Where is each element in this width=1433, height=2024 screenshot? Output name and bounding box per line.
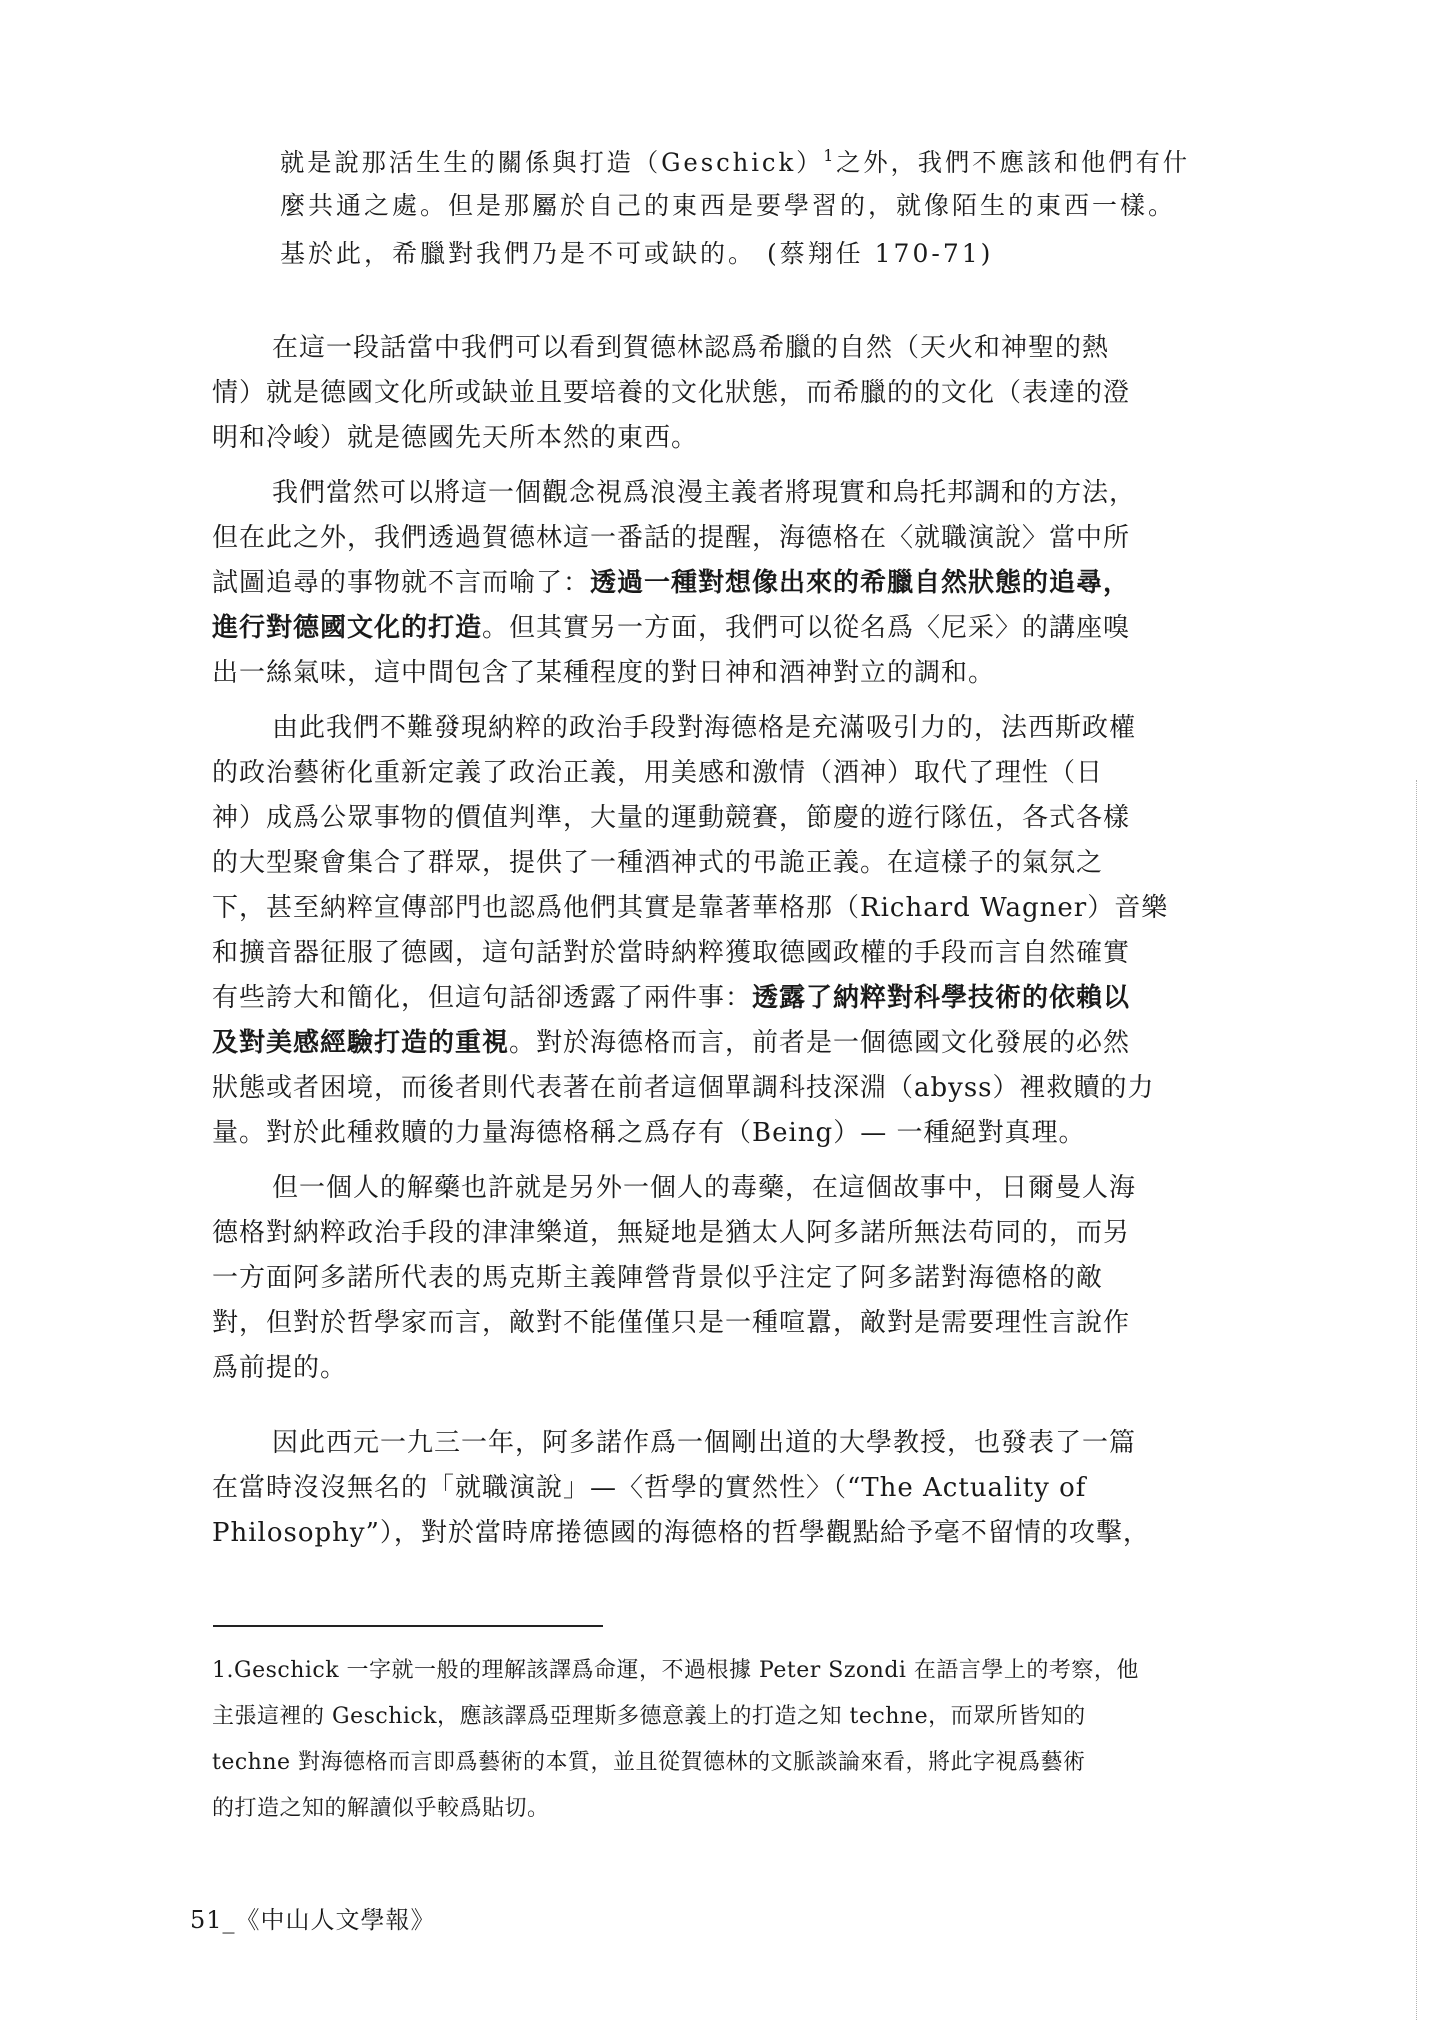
- p4-line-4: 對，但對於哲學家而言，敵對不能僅僅只是一種喧囂，敵對是需要理性言說作: [212, 1308, 1131, 1338]
- page-footer: 51_《中山人文學報》: [190, 1906, 436, 1934]
- p3-line-8: 及對美感經驗打造的重視。對於海德格而言，前者是一個德國文化發展的必然: [212, 1028, 1131, 1058]
- p3-line-2: 的政治藝術化重新定義了政治正義，用美感和激情（酒神）取代了理性（日: [212, 758, 1104, 788]
- p3-line-1: 由此我們不難發現納粹的政治手段對海德格是充滿吸引力的，法西斯政權: [272, 713, 1137, 743]
- p4-line-5: 爲前提的。: [212, 1353, 348, 1383]
- emphasis-text: 及對美感經驗打造的重視: [212, 1028, 510, 1058]
- quote-line-2: 麼共通之處。但是那屬於自己的東西是要學習的，就像陌生的東西一樣。: [280, 191, 1177, 220]
- p3-line-9: 狀態或者困境，而後者則代表著在前者這個單調科技深淵（abyss）裡救贖的力: [212, 1073, 1155, 1103]
- footnote-line-3: techne 對海德格而言即爲藝術的本質，並且從賀德林的文脈談論來看，將此字視爲藝術: [212, 1750, 1086, 1775]
- quote-line-3: 基於此，希臘對我們乃是不可或缺的。 (蔡翔任 170-71): [280, 239, 994, 268]
- p4-line-2: 德格對納粹政治手段的津津樂道，無疑地是猶太人阿多諾所無法苟同的，而另: [212, 1218, 1131, 1248]
- p3-line-10: 量。對於此種救贖的力量海德格稱之爲存有（Being）— 一種絕對真理。: [212, 1118, 1086, 1148]
- p1-line-2: 情）就是德國文化所或缺並且要培養的文化狀態，而希臘的的文化（表達的澄: [212, 378, 1131, 408]
- p4-line-1: 但一個人的解藥也許就是另外一個人的毒藥，在這個故事中，日爾曼人海: [272, 1173, 1137, 1203]
- p3-line-7: 有些誇大和簡化，但這句話卻透露了兩件事：透露了納粹對科學技術的依賴以: [212, 983, 1131, 1013]
- emphasis-text: 透過一種對想像出來的希臘自然狀態的追尋，: [590, 568, 1131, 598]
- p3-line-4: 的大型聚會集合了群眾，提供了一種酒神式的弔詭正義。在這樣子的氣氛之: [212, 848, 1104, 878]
- footnote-marker: 1: [823, 146, 837, 165]
- footnote-line-4: 的打造之知的解讀似乎較爲貼切。: [212, 1796, 550, 1821]
- p5-line-2: 在當時沒沒無名的「就職演說」—〈哲學的實然性〉（“The Actuality of: [212, 1473, 1087, 1503]
- quote-line-1: 就是說那活生生的關係與打造（Geschick）$^1$之外，我們不應該和他們有什: [280, 146, 1191, 177]
- p3-line-3: 神）成爲公眾事物的價值判準，大量的運動競賽，節慶的遊行隊伍，各式各樣: [212, 803, 1131, 833]
- scan-edge-line: [1416, 780, 1418, 2020]
- emphasis-text: 透露了納粹對科學技術的依賴以: [752, 983, 1131, 1013]
- emphasis-text: 進行對德國文化的打造: [212, 613, 483, 643]
- p2-line-4: 進行對德國文化的打造。但其實另一方面，我們可以從名爲〈尼采〉的講座嗅: [212, 613, 1131, 643]
- p5-line-3: Philosophy”），對於當時席捲德國的海德格的哲學觀點給予毫不留情的攻擊，: [212, 1518, 1150, 1548]
- p3-line-6: 和擴音器征服了德國，這句話對於當時納粹獲取德國政權的手段而言自然確實: [212, 938, 1131, 968]
- p4-line-3: 一方面阿多諾所代表的馬克斯主義陣營背景似乎注定了阿多諾對海德格的敵: [212, 1263, 1104, 1293]
- footnote-line-1: 1.Geschick 一字就一般的理解該譯爲命運，不過根據 Peter Szondi 在語言學上的考察，他: [212, 1658, 1139, 1683]
- p1-line-3: 明和冷峻）就是德國先天所本然的東西。: [212, 423, 699, 453]
- footnote-line-2: 主張這裡的 Geschick，應該譯爲亞理斯多德意義上的打造之知 techne，而眾所皆知的: [212, 1704, 1086, 1729]
- p3-line-5: 下，甚至納粹宣傳部門也認爲他們其實是靠著華格那（Richard Wagner）音樂: [212, 893, 1169, 923]
- p2-line-2: 但在此之外，我們透過賀德林這一番話的提醒，海德格在〈就職演說〉當中所: [212, 523, 1131, 553]
- p2-line-3: 試圖追尋的事物就不言而喻了：透過一種對想像出來的希臘自然狀態的追尋，: [212, 568, 1131, 598]
- footnote-divider: [213, 1625, 603, 1627]
- p2-line-1: 我們當然可以將這一個觀念視爲浪漫主義者將現實和烏托邦調和的方法，: [272, 478, 1137, 508]
- p2-line-5: 出一絲氣味，這中間包含了某種程度的對日神和酒神對立的調和。: [212, 658, 996, 688]
- p1-line-1: 在這一段話當中我們可以看到賀德林認爲希臘的自然（天火和神聖的熱: [272, 333, 1110, 363]
- p5-line-1: 因此西元一九三一年，阿多諾作爲一個剛出道的大學教授，也發表了一篇: [272, 1428, 1137, 1458]
